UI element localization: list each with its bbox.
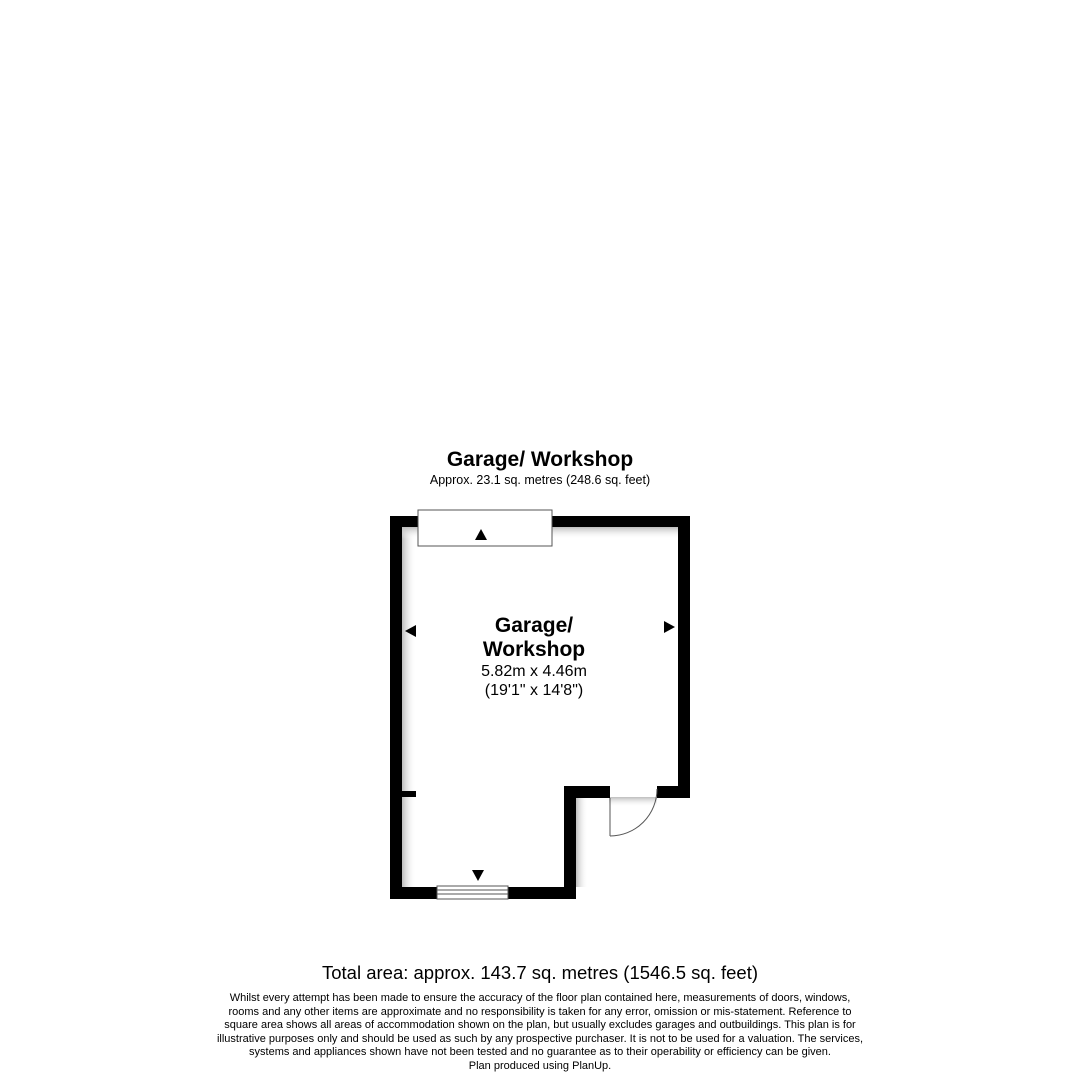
left-wall: [390, 516, 402, 899]
bottom-wall-left: [390, 887, 437, 899]
wall-stub: [402, 791, 416, 797]
disclaimer: [190, 992, 890, 1073]
room-dimensions-imperial: (19'1" x 14'8"): [484, 682, 584, 699]
disclaimer-line: square area shows all areas of accommodation shown on the plan, but usually excludes garages and outbuildings. This plan is for: [224, 1019, 856, 1031]
direction-arrows: [405, 529, 675, 881]
bottom-wall-right: [508, 887, 576, 899]
floor-area: Approx. 23.1 sq. metres (248.6 sq. feet): [429, 473, 651, 487]
top-wall-left: [390, 516, 418, 527]
disclaimer-line: systems and appliances shown have not been tested and no guarantee as to their operability or efficiency can be given.: [249, 1046, 831, 1058]
room-dimensions-metric: 5.82m x 4.46m: [481, 663, 587, 680]
disclaimer-line: illustrative purposes only and should be used as such by any prospective purchaser. It is not to be used for a valuation. The services,: [216, 1032, 864, 1045]
door-swing: [610, 789, 657, 836]
floor-title: Garage/ Workshop: [446, 448, 634, 471]
top-wall-right: [552, 516, 690, 527]
room-name-line1: Garage/: [494, 614, 574, 637]
disclaimer-line: rooms and any other items are approximate and no responsibility is taken for any error, omission or mis-statement. Reference to: [228, 1005, 852, 1018]
arrow-right-icon: [664, 621, 675, 633]
arrow-down-icon: [472, 870, 484, 881]
wall-shadows: [402, 527, 678, 887]
window: [437, 886, 508, 899]
garage-door: [418, 510, 552, 546]
room-label: [434, 614, 634, 700]
walls: [390, 516, 690, 899]
right-wall: [678, 516, 690, 798]
disclaimer-line: Whilst every attempt has been made to ensure the accuracy of the floor plan contained here, measurements of doors, windows,: [229, 992, 851, 1004]
notch-wall-left: [564, 786, 576, 899]
room-name-line2: Workshop: [482, 638, 586, 661]
disclaimer-line: Plan produced using PlanUp.: [468, 1059, 612, 1072]
notch-wall-right: [657, 786, 690, 798]
total-area: Total area: approx. 143.7 sq. metres (1546.5 sq. feet): [321, 962, 759, 983]
